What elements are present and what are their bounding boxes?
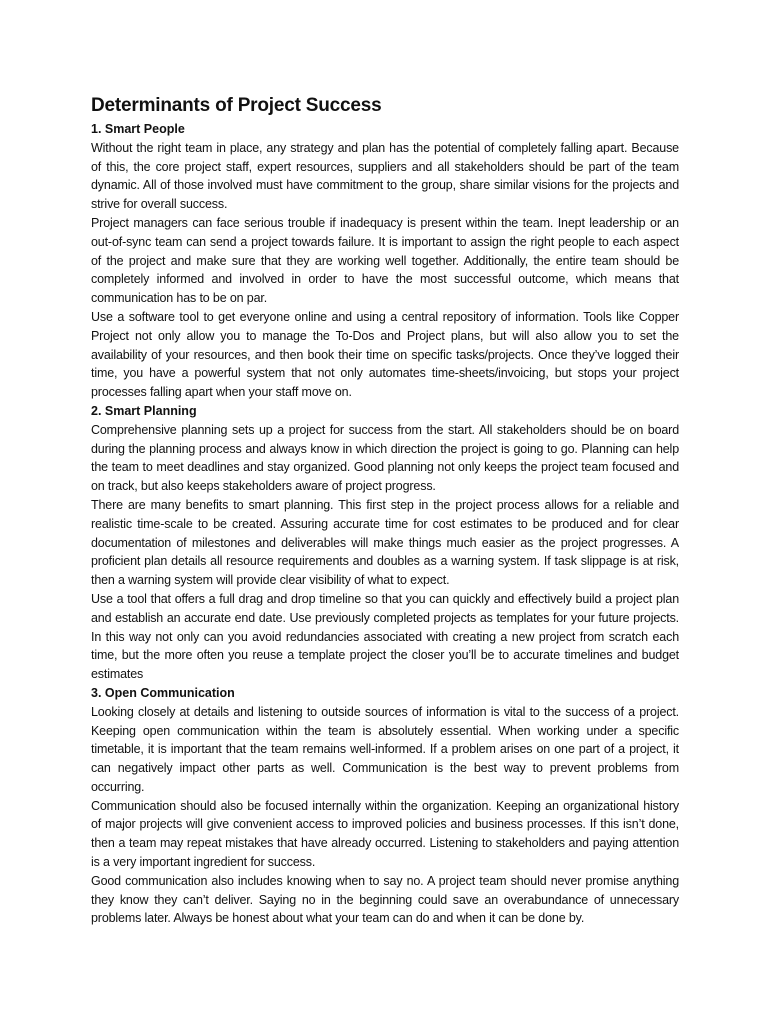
paragraph: Good communication also includes knowing when to say no. A project team should never promise anything they know they can’t deliver. Saying no in the beginning could save an overabundance of unnecessary problems later. Always be honest about what your team can do and when it can be done by. [91, 873, 679, 926]
paragraph: Looking closely at details and listening to outside sources of information is vital to the success of a project. Keeping open communication within the team is absolutely essential. When working under a specific timetable, it is important that the team remains well-informed. If a problem arises on one part of a project, it can negatively impact other parts as well. Communication is the best way to prevent problems from occurring. [91, 704, 679, 794]
paragraph: There are many benefits to smart planning. This first step in the project process allows for a reliable and realistic time-scale to be created. Assuring accurate time for cost estimates to be produced and for clear documentation of milestones and deliverables will make things much easier as the project progresses. A proficient plan details all resource requirements and doubles as a warning system. If task slippage is at risk, then a warning system will provide clear visibility of what to expect. [91, 497, 679, 588]
paragraph: Use a software tool to get everyone online and using a central repository of information. Tools like Copper Project not only allow you to manage the To-Dos and Project plans, but will also allow you to set the availability of your resources, and then book their time on specific tasks/projects. Once they’ve logged their time, you have a powerful system that not only automates time-sheets/invoicing, but stops your project processes falling apart when your staff move on. [91, 309, 679, 400]
paragraph: Project managers can face serious trouble if inadequacy is present within the team. Inept leadership or an out-of-sync team can send a project towards failure. It is important to assign the right people to each aspect of the project and make sure that they are working well together. Additionally, the entire team should be completely informed and involved in order to have the most successful outcome, which means that communication has to be on par. [91, 215, 679, 306]
section-open-communication [91, 684, 679, 928]
section-smart-planning [91, 402, 679, 684]
paragraph: Without the right team in place, any strategy and plan has the potential of completely falling apart. Because of this, the core project staff, expert resources, suppliers and all stakeholders should be part of the team dynamic. All of those involved must have commitment to the group, share similar visions for the projects and strive for overall success. [91, 140, 679, 212]
section-heading: 2. Smart Planning [91, 403, 197, 418]
paragraph: Communication should also be focused internally within the organization. Keeping an organizational history of major projects will give convenient access to improved policies and business processes. If this isn’t done, then a team may repeat mistakes that have already occurred. Listening to stakeholders and paying attention is a very important ingredient for success. [91, 798, 679, 870]
section-heading: 1. Smart People [91, 122, 185, 136]
paragraph: Comprehensive planning sets up a project for success from the start. All stakeholders should be on board during the planning process and always know in which direction the project is going to go. Planning can help the team to meet deadlines and stay organized. Good planning not only keeps the project team focused and on track, but also keeps stakeholders aware of project progress. [91, 422, 679, 494]
paragraph: Use a tool that offers a full drag and drop timeline so that you can quickly and effectively build a project plan and establish an accurate end date. Use previously completed projects as templates for your future projects. In this way not only can you avoid redundancies associated with creating a new project from scratch each time, but the more often you reuse a template project the closer you’ll be to accurate timelines and budget estimates [91, 591, 679, 682]
section-heading: 3. Open Communication [91, 685, 235, 700]
document-title: Determinants of Project Success [91, 95, 382, 116]
document-page [91, 94, 679, 928]
section-smart-people [91, 120, 679, 402]
